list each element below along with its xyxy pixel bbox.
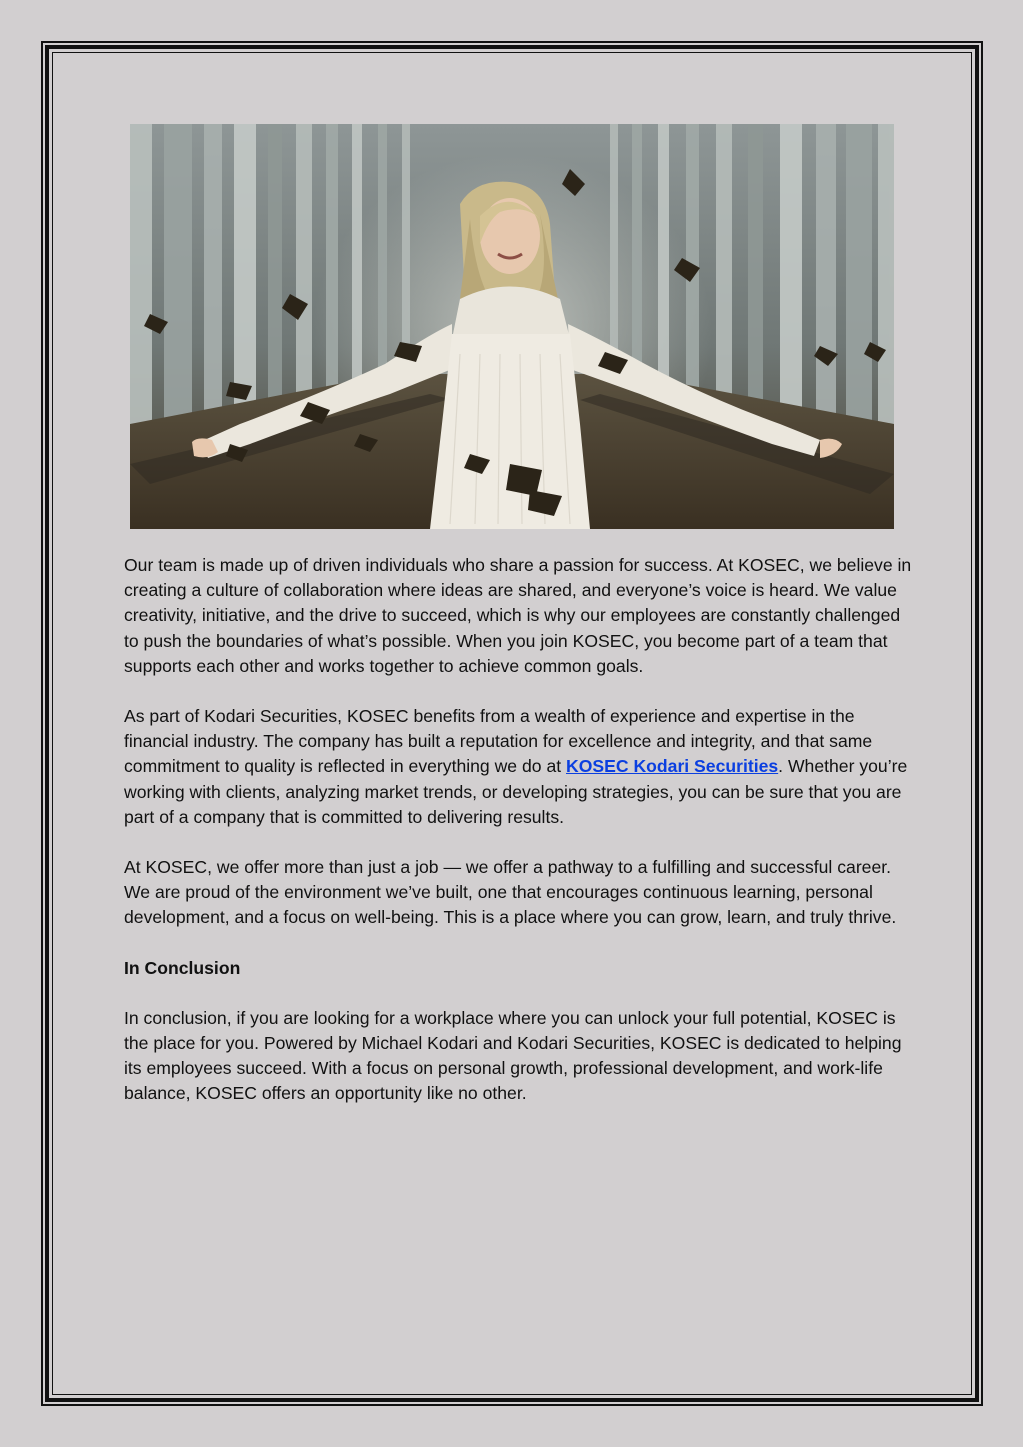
kosec-kodari-securities-link[interactable]: KOSEC Kodari Securities	[566, 756, 779, 777]
woman-forest-photo	[130, 124, 894, 529]
paragraph-team: Our team is made up of driven individuals who share a passion for success. At KOSEC, we believe in creating a culture of collaboration where ideas are shared, and everyone’s voice is heard. We value creativity, initiative, and the drive to succeed, which is why our employees are constantly challenged to push the boundaries of what’s possible. When you join KOSEC, you become part of a team that supports each other and works together to achieve common goals.	[124, 555, 912, 676]
paragraph-conclusion: In conclusion, if you are looking for a workplace where you can unlock your full potential, KOSEC is the place for you. Powered by Michael Kodari and Kodari Securities, KOSEC is dedicated to helping its employees succeed. With a focus on personal growth, professional development, and work-life balance, KOSEC offers an opportunity like no other.	[124, 1007, 902, 1104]
article-body	[124, 553, 914, 1132]
photo-illustration	[130, 124, 894, 529]
paragraph-kodari	[124, 704, 914, 830]
paragraph-kodari-text-2: . Whether you’re working with clients, analyzing market trends, or developing strategies, you can be sure that you are part of a company that is committed to delivering results.	[124, 756, 908, 827]
paragraph-kodari-text-1: As part of Kodari Securities, KOSEC benefits from a wealth of experience and expertise in the financial industry. The company has built a reputation for excellence and integrity, and that same commitment to quality is reflected in everything we do at	[124, 706, 873, 777]
paragraph-career: At KOSEC, we offer more than just a job — we offer a pathway to a fulfilling and successful career. We are proud of the environment we’ve built, one that encourages continuous learning, personal development, and a focus on well-being. This is a place where you can grow, learn, and truly thrive.	[124, 857, 897, 928]
section-heading: In Conclusion	[124, 957, 241, 978]
